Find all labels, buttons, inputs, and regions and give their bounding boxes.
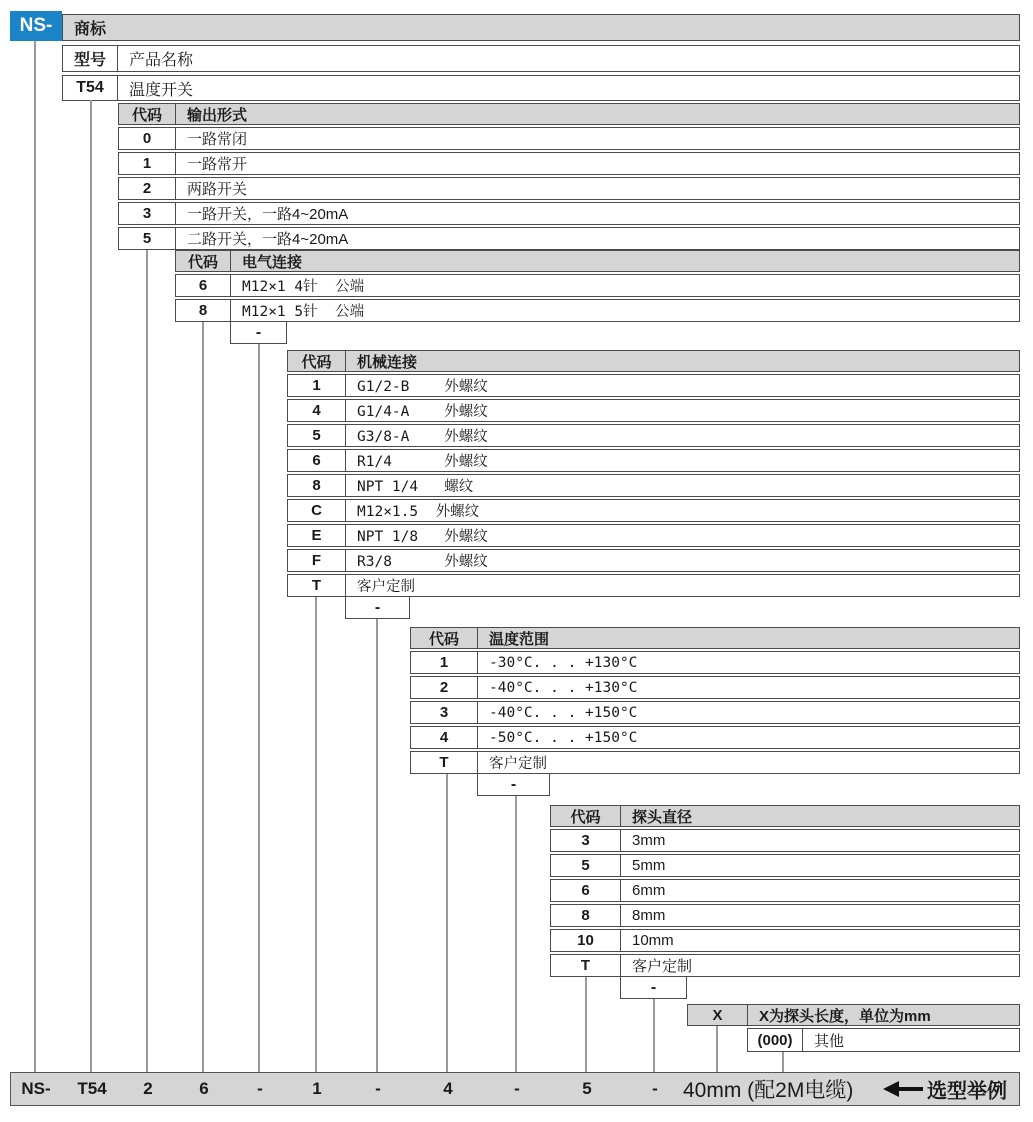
connector-line (258, 344, 260, 1072)
connector-line (653, 999, 655, 1072)
table-row (287, 424, 1020, 447)
table-row (550, 954, 1020, 977)
left-arrow-icon (883, 1081, 923, 1097)
example-code-item: 6 (199, 1079, 209, 1098)
description-cell: 10mm (632, 932, 674, 949)
code-cell: 6 (176, 275, 231, 296)
description-cell: 8mm (632, 907, 666, 924)
table-row (410, 701, 1020, 724)
brand-prefix-box: NS- (10, 11, 62, 41)
example-code-item: 1 (312, 1079, 322, 1098)
code-cell: T (288, 575, 346, 596)
description-cell: G3/8-A 外螺纹 (357, 429, 488, 445)
description-cell: 两路开关 (187, 181, 248, 198)
description-cell: R3/8 外螺纹 (357, 554, 488, 570)
example-code-item: - (375, 1079, 381, 1098)
code-cell: 5 (119, 228, 176, 249)
connector-line (446, 774, 448, 1072)
code-cell: E (288, 525, 346, 546)
table-row (747, 1028, 1020, 1052)
table-header-electrical-connection (175, 250, 1020, 272)
description-cell: M12×1 4针 公端 (242, 279, 365, 295)
code-cell: F (288, 550, 346, 571)
description-cell: -30°C. . . +130°C (489, 654, 638, 671)
code-cell: 0 (119, 128, 176, 149)
table-header-temperature-range (410, 627, 1020, 649)
table-row (550, 929, 1020, 952)
code-table-output-type (118, 103, 1020, 250)
table-row (550, 879, 1020, 902)
description-cell: 一路常闭 (187, 131, 248, 148)
example-code-item: - (257, 1079, 263, 1098)
description-cell: NPT 1/8 外螺纹 (357, 529, 488, 545)
table-row (287, 374, 1020, 397)
code-cell: 4 (411, 727, 478, 748)
description-cell: R1/4 外螺纹 (357, 454, 488, 470)
description-cell: 3mm (632, 832, 666, 849)
code-table-probe-diameter (550, 805, 1020, 977)
description-cell: 客户定制 (632, 958, 693, 975)
table-row (410, 751, 1020, 774)
code-cell: 3 (411, 702, 478, 723)
table-row (550, 904, 1020, 927)
separator-cell: - (230, 321, 287, 344)
code-cell: 8 (176, 300, 231, 321)
connector-line (716, 1026, 718, 1072)
table-row (550, 829, 1020, 852)
description-cell: M12×1.5 外螺纹 (357, 504, 480, 520)
table-row (118, 202, 1020, 225)
table-header-probe-length (687, 1004, 1020, 1026)
code-column-header: X (688, 1005, 748, 1025)
code-cell: 3 (551, 830, 621, 851)
code-cell: 6 (288, 450, 346, 471)
code-cell: 8 (551, 905, 621, 926)
code-cell: 6 (551, 880, 621, 901)
code-cell: 1 (411, 652, 478, 673)
table-title: X为探头长度，单位为mm (759, 1007, 931, 1025)
table-row (287, 474, 1020, 497)
description-cell: 一路常开 (187, 156, 248, 173)
description-cell: 6mm (632, 882, 666, 899)
code-cell: 1 (119, 153, 176, 174)
table-row (118, 127, 1020, 150)
example-code-item: 2 (143, 1079, 153, 1098)
table-row (118, 177, 1020, 200)
code-column-header: 代码 (176, 251, 231, 271)
description-cell: -40°C. . . +130°C (489, 679, 638, 696)
model-code: T54 (63, 76, 118, 100)
code-column-header: 代码 (119, 104, 176, 124)
product-name-label: 产品名称 (129, 52, 194, 69)
description-cell: M12×1 5针 公端 (242, 304, 365, 320)
example-code-item: 4 (443, 1079, 453, 1098)
connector-line (376, 619, 378, 1072)
table-row (287, 574, 1020, 597)
code-cell: 5 (288, 425, 346, 446)
separator-cell: - (477, 773, 550, 796)
code-cell: C (288, 500, 346, 521)
trademark-row (62, 14, 1020, 41)
example-code-item: - (652, 1079, 658, 1098)
code-table-temperature-range (410, 627, 1020, 774)
table-header-probe-diameter (550, 805, 1020, 827)
table-row (287, 499, 1020, 522)
example-row (10, 1072, 1020, 1106)
description-cell: 客户定制 (357, 579, 415, 595)
connector-line (782, 1052, 784, 1072)
code-table-mechanical-connection (287, 350, 1020, 597)
code-cell: 2 (411, 677, 478, 698)
description-cell: 其他 (814, 1032, 845, 1050)
table-row (287, 399, 1020, 422)
table-row (410, 676, 1020, 699)
model-value-row (62, 75, 1020, 101)
example-label: 选型举例 (927, 1080, 1007, 1103)
trademark-label: 商标 (74, 21, 107, 38)
code-table-probe-length (687, 1004, 1020, 1026)
table-title: 机械连接 (357, 353, 418, 371)
code-cell: 4 (288, 400, 346, 421)
product-name-value: 温度开关 (129, 81, 194, 99)
table-row (550, 854, 1020, 877)
table-row (118, 227, 1020, 250)
table-row (287, 549, 1020, 572)
model-label: 型号 (63, 46, 118, 71)
description-cell: -50°C. . . +150°C (489, 729, 638, 746)
code-cell: 3 (119, 203, 176, 224)
table-title: 电气连接 (242, 253, 303, 271)
description-cell: 5mm (632, 857, 666, 874)
code-cell: 5 (551, 855, 621, 876)
separator-cell: - (620, 976, 687, 999)
example-code-item: T54 (77, 1079, 107, 1098)
connector-line (90, 100, 92, 1072)
table-header-output-type (118, 103, 1020, 125)
code-cell: 10 (551, 930, 621, 951)
code-column-header: 代码 (551, 806, 621, 826)
table-row (410, 726, 1020, 749)
table-title: 探头直径 (632, 808, 693, 826)
connector-line (315, 597, 317, 1072)
description-cell: 客户定制 (489, 756, 547, 772)
example-code-item: 40mm (配2M电缆) (683, 1079, 854, 1102)
example-code-item: 5 (582, 1079, 592, 1098)
code-cell: 2 (119, 178, 176, 199)
code-cell: (000) (748, 1029, 803, 1051)
description-cell: 一路开关，一路4~20mA (187, 206, 349, 223)
table-row (287, 524, 1020, 547)
connector-line (585, 977, 587, 1072)
connector-line (34, 41, 36, 1072)
example-code-item: NS- (21, 1079, 51, 1098)
description-cell: 二路开关，一路4~20mA (187, 231, 349, 248)
code-cell: 8 (288, 475, 346, 496)
model-header-row (62, 45, 1020, 72)
example-code-item: - (514, 1079, 520, 1098)
code-column-header: 代码 (288, 351, 346, 371)
connector-line (515, 796, 517, 1072)
table-row (175, 274, 1020, 297)
description-cell: G1/2-B 外螺纹 (357, 379, 488, 395)
code-cell: T (411, 752, 478, 773)
connector-line (202, 322, 204, 1072)
description-cell: NPT 1/4 螺纹 (357, 479, 474, 495)
connector-line (146, 250, 148, 1072)
code-table-electrical-connection (175, 250, 1020, 322)
separator-cell: - (345, 596, 410, 619)
code-column-header: 代码 (411, 628, 478, 648)
table-header-mechanical-connection (287, 350, 1020, 372)
table-title: 温度范围 (489, 630, 550, 648)
table-row (287, 449, 1020, 472)
code-cell: 1 (288, 375, 346, 396)
table-title: 输出形式 (187, 106, 248, 124)
description-cell: G1/4-A 外螺纹 (357, 404, 488, 420)
table-row (410, 651, 1020, 674)
table-row (118, 152, 1020, 175)
table-row (175, 299, 1020, 322)
description-cell: -40°C. . . +150°C (489, 704, 638, 721)
code-cell: T (551, 955, 621, 976)
